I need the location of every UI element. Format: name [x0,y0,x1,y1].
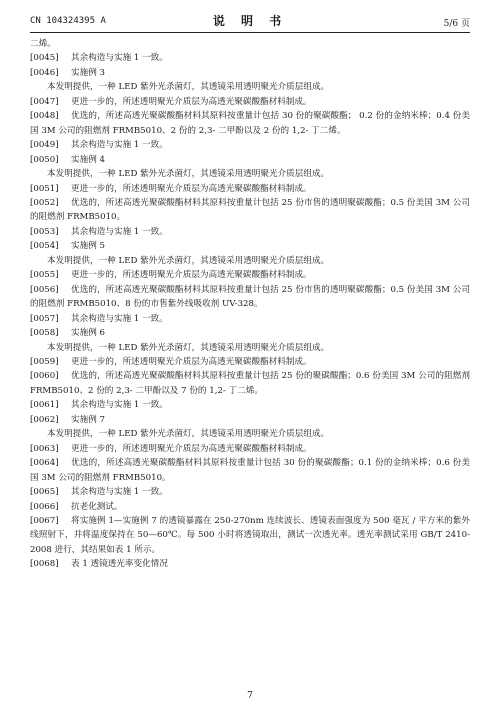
paragraph-number: [0052] [30,197,59,208]
paragraph-content: 其余构造与实施 1 一致。 [71,226,168,237]
paragraph-number: [0047] [30,96,59,107]
page-indicator: 5/6 页 [443,19,470,29]
paragraph-number: [0055] [30,270,59,281]
paragraph-0068 [30,557,470,571]
paragraph-content: 其余构造与实施 1 一致。 [71,400,168,411]
paragraph-number: [0062] [30,414,59,425]
paragraph-content: 抗老化测试。 [71,501,123,512]
paragraph-content: 实施例 7 [71,414,105,425]
paragraph-content: 实施例 3 [71,67,105,78]
paragraph-content: 其余构造与实施 1 一致。 [71,487,168,498]
paragraph-0054 [30,239,470,253]
paragraph-0067 [30,514,470,557]
paragraph-0047 [30,95,470,109]
paragraph-number: [0056] [30,284,59,295]
paragraph-content: 更进一步的，所述透明聚光介质层为高透光聚碳酸酯材料制成。 [71,443,312,454]
paragraph-number: [0054] [30,241,59,252]
paragraph-content: 其余构造与实施 1 一致。 [71,53,168,64]
paragraph-number: [0058] [30,328,59,339]
paragraph-content: 实施例 6 [71,328,105,339]
paragraph-0051 [30,182,470,196]
paragraph-0063 [30,442,470,456]
paragraph-content: 其余构造与实施 1 一致。 [71,313,168,324]
paragraph-number: [0065] [30,487,59,498]
paragraph-0049 [30,138,470,152]
paragraph-number: [0059] [30,356,59,367]
paragraph-content: 实施例 4 [71,154,105,165]
paragraph-0066 [30,500,470,514]
paragraph-number: [0066] [30,501,59,512]
paragraph-0059 [30,355,470,369]
paragraph-0056 [30,283,470,312]
paragraph-number: [0049] [30,140,59,151]
paragraph-text [30,427,470,441]
paragraph-content: 更进一步的，所述透明聚光介质层为高透光聚碳酸酯材料制成。 [71,183,312,194]
paragraph-number: [0050] [30,154,59,165]
paragraph-content: 优选的，所述高透光聚碳酸酯材料其原料按重量计包括 30 份的聚碳酸酯；0.1 份的金纳米棒；0.6 份美国 3M 公司的阻燃剂 FRMB5010。 [30,458,470,483]
paragraph-0058 [30,326,470,340]
paragraph-text [30,341,470,355]
paragraph-number: [0045] [30,53,59,64]
paragraph-content: 其余构造与实施 1 一致。 [71,140,168,151]
paragraph-content: 更进一步的，所述透明聚光介质层为高透光聚碳酸酯材料制成。 [71,270,312,281]
paragraph-0057 [30,312,470,326]
paragraph-content: 表 1 透镜透光率变化情况 [71,559,168,570]
paragraph-0053 [30,225,470,239]
paragraph-number: [0067] [30,515,59,526]
paragraph-0050 [30,153,470,167]
paragraph-0060 [30,369,470,398]
paragraph-0062 [30,413,470,427]
paragraph-content: 更进一步的，所述透明聚光介质层为高透光聚碳酸酯材料制成。 [71,356,312,367]
paragraph-0055 [30,268,470,282]
paragraph-number: [0048] [30,111,59,122]
paragraph-content: 优选的，所述高透光聚碳酸酯材料其原料按重量计包括 25 份市售的透明聚碳酸酯；0.5 份美国 3M 公司的阻燃剂 FRMB5010、8 份的市售紫外线吸收剂 UV-328。 [30,284,470,310]
paragraph-content: 本发明提供，一种 LED 紫外光杀菌灯，其透镜采用透明聚光介质层组成。 [47,342,330,353]
paragraph-content: 优选的，所述高透光聚碳酸酯材料其原料按重量计包括 25 份市售的透明聚碳酸酯；0.5 份美国 3M 公司的阻燃剂 FRMB5010。 [30,197,470,223]
paragraph-number: [0060] [30,371,59,382]
paragraph-0052 [30,196,470,225]
paragraph-0046 [30,66,470,80]
paragraph-number: [0064] [30,458,59,469]
page-header [30,10,470,33]
paragraph-content: 优选的，所述高透光聚碳酸酯材料其原料按重量计包括 30 份的聚碳酸酯； 0.2 份的金纳米棒；0.4 份美国 3M 公司的阻燃剂 FRMB5010、2 份的 2,3- 二甲酚以及 2 份的 1,2- 丁二烯。 [30,111,470,136]
paragraph-content: 本发明提供，一种 LED 紫外光杀菌灯，其透镜采用透明聚光介质层组成。 [47,82,330,93]
paragraph-number: [0068] [30,559,59,570]
paragraph-0048 [30,109,470,138]
paragraph-text [30,80,470,94]
paragraph-0064 [30,456,470,485]
paragraph-number: [0061] [30,400,59,411]
paragraph-number: [0057] [30,313,59,324]
paragraph-number: [0046] [30,67,59,78]
paragraph-content: 实施例 5 [71,241,105,252]
paragraph-0045 [30,51,470,65]
paragraph-content: 本发明提供，一种 LED 紫外光杀菌灯，其透镜采用透明聚光介质层组成。 [47,169,330,180]
paragraph-text [30,37,470,51]
doc-number: CN 104324395 A [30,16,106,26]
paragraph-content: 将实施例 1—实施例 7 的透镜暴露在 250-270nm 连续波长、透镜表面强度为 500 毫瓦 / 平方米的紫外线照射下，并将温度保持在 50—60℃。每 500 小时将透镜取出，测试一次透光率。透光率测试采用 GB/T 2410-2008 进行，其结果如表 1 所示。 [30,515,470,555]
page-number: 7 [247,691,253,701]
paragraph-text [30,167,470,181]
paragraph-content: 本发明提供，一种 LED 紫外光杀菌灯，其透镜采用透明聚光介质层组成。 [47,429,330,440]
paragraph-text [30,254,470,268]
paragraph-number: [0051] [30,183,59,194]
paragraph-content: 更进一步的，所述透明聚光介质层为高透光聚碳酸酯材料制成。 [71,96,312,107]
paragraph-content: 优选的，所述高透光聚碳酸酯材料其原料按重量计包括 25 份的聚碳酸酯；0.6 份美国 3M 公司的阻燃剂 FRMB5010、2 份的 2,3- 二甲酚以及 7 份的 1,2- 丁二烯。 [30,371,470,396]
document-body [30,37,470,572]
doc-title: 说 明 书 [212,14,288,28]
paragraph-content: 二烯。 [30,39,56,49]
paragraph-0061 [30,398,470,412]
paragraph-number: [0063] [30,443,59,454]
paragraph-number: [0053] [30,226,59,237]
paragraph-content: 本发明提供，一种 LED 紫外光杀菌灯，其透镜采用透明聚光介质层组成。 [47,255,330,266]
paragraph-0065 [30,485,470,499]
